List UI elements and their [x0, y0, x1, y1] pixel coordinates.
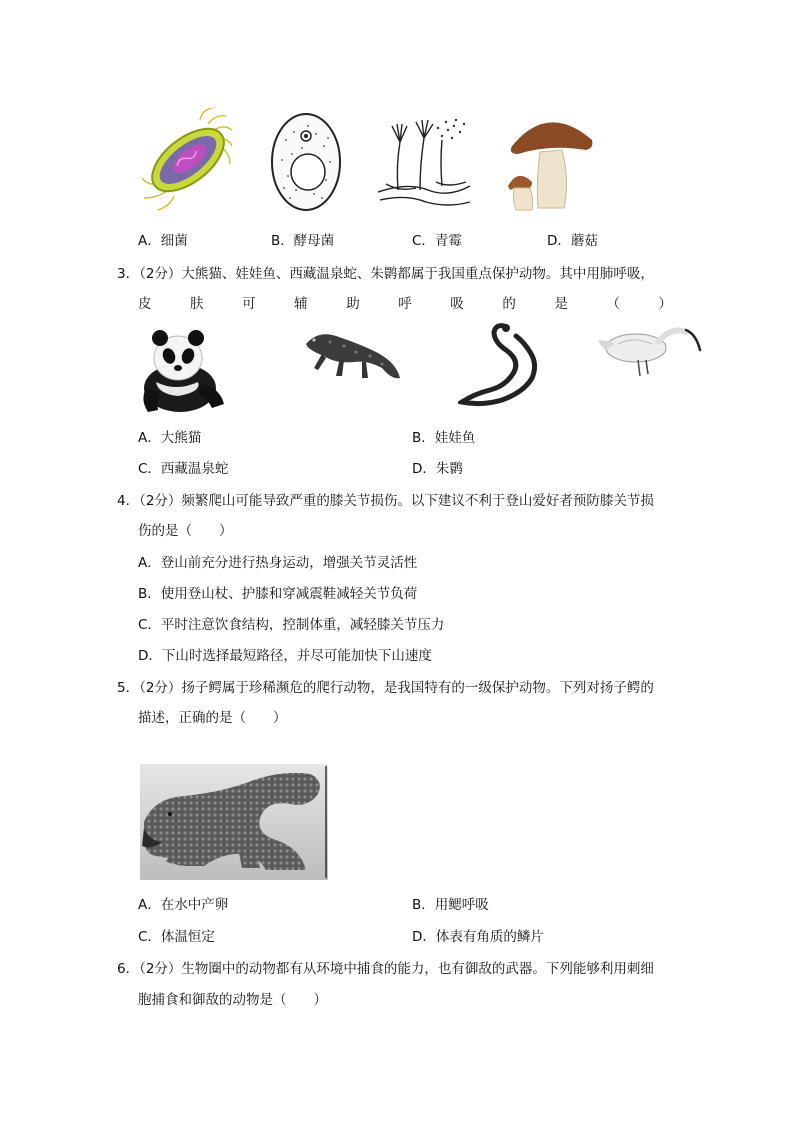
q4-stem-line2: 伤的是（ ）	[138, 523, 233, 539]
q2-option-d[interactable]: D．蘑菇	[547, 233, 598, 249]
q2-option-b[interactable]: B．酵母菌	[271, 233, 335, 249]
q3-char: 肤	[190, 296, 204, 312]
q3-option-d[interactable]: D．朱鹮	[412, 461, 463, 477]
q5-option-d[interactable]: D．体表有角质的鳞片	[412, 929, 544, 945]
q3-char: 皮	[138, 296, 152, 312]
q3-option-b[interactable]: B．娃娃鱼	[412, 430, 476, 446]
q4-stem-line1: 4．（2分）频繁爬山可能导致严重的膝关节损伤。以下建议不利于登山爱好者预防膝关节损	[117, 493, 654, 509]
alligator-image	[140, 764, 328, 880]
ibis-image	[598, 322, 702, 378]
bacteria-image	[138, 108, 238, 212]
q3-char: 是	[554, 296, 568, 312]
q5-option-b[interactable]: B．用鳃呼吸	[412, 897, 489, 913]
q3-char: 的	[502, 296, 516, 312]
q4-option-b[interactable]: B．使用登山杖、护膝和穿减震鞋减轻关节负荷	[138, 586, 418, 602]
q5-option-a[interactable]: A．在水中产卵	[138, 897, 229, 913]
panda-image	[138, 322, 228, 414]
q3-option-a[interactable]: A．大熊猫	[138, 430, 202, 446]
yeast-image	[268, 110, 344, 214]
salamander-image	[300, 322, 402, 396]
q3-char: ）	[658, 296, 672, 312]
q4-option-d[interactable]: D．下山时选择最短路径，并尽可能加快下山速度	[138, 648, 432, 664]
q4-option-c[interactable]: C．平时注意饮食结构，控制体重，减轻膝关节压力	[138, 617, 445, 633]
snake-image	[458, 320, 562, 408]
q3-char: 助	[346, 296, 360, 312]
q3-char: 辅	[294, 296, 308, 312]
q6-stem-line1: 6．（2分）生物圈中的动物都有从环境中捕食的能力，也有御敌的武器。下列能够利用刺细	[117, 961, 654, 977]
q3-stem-line1: 3．（2分）大熊猫、娃娃鱼、西藏温泉蛇、朱鹮都属于我国重点保护动物。其中用肺呼吸，	[117, 266, 654, 282]
q5-stem-line2: 描述，正确的是（ ）	[138, 710, 287, 726]
q6-stem-line2: 胞捕食和御敌的动物是（ ）	[138, 992, 327, 1008]
q3-char: 可	[242, 296, 256, 312]
q2-option-c[interactable]: C．青霉	[412, 233, 462, 249]
q3-stem-line2	[138, 292, 672, 312]
q3-char: 吸	[450, 296, 464, 312]
q5-option-c[interactable]: C．体温恒定	[138, 929, 215, 945]
q4-option-a[interactable]: A．登山前充分进行热身运动，增强关节灵活性	[138, 555, 418, 571]
q3-option-c[interactable]: C．西藏温泉蛇	[138, 461, 229, 477]
q3-char: 呼	[398, 296, 412, 312]
q2-option-a[interactable]: A．细菌	[138, 233, 188, 249]
penicillium-image	[376, 112, 472, 208]
mushroom-image	[504, 112, 596, 212]
q5-stem-line1: 5．（2分）扬子鳄属于珍稀濒危的爬行动物，是我国特有的一级保护动物。下列对扬子鳄的	[117, 680, 654, 696]
q3-char: （	[606, 296, 620, 312]
